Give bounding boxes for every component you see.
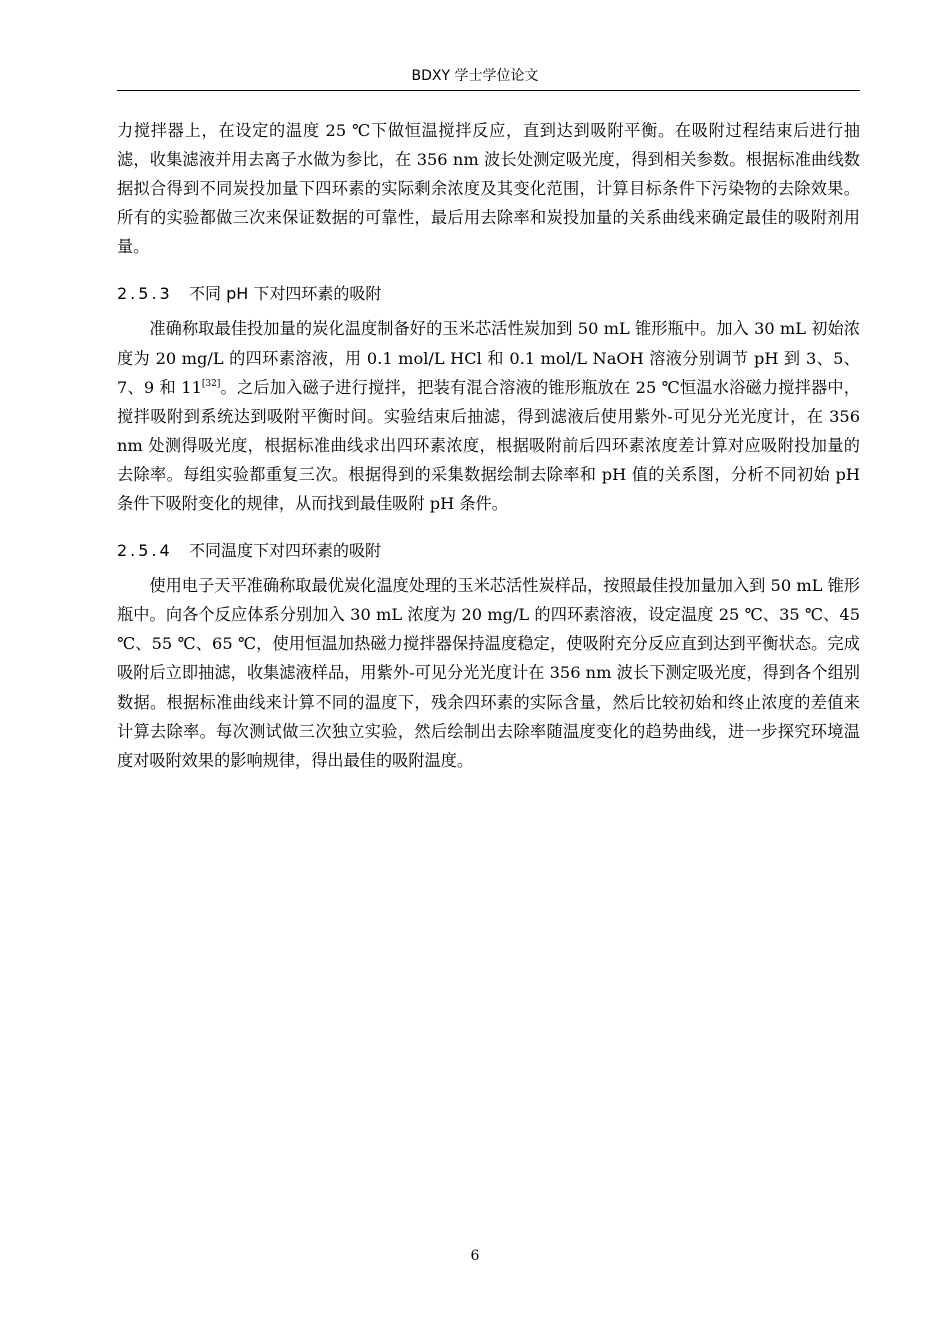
section-number: 2.5.3 xyxy=(117,284,173,304)
header-rule xyxy=(117,90,860,91)
section-title: 不同温度下对四环素的吸附 xyxy=(189,541,382,561)
paragraph-text: 准确称取最佳投加量的炭化温度制备好的玉米芯活性炭加到 50 mL 锥形瓶中。加入 30 mL 初始浓度为 20 mg/L 的四环素溶液，用 0.1 mol/L HCl 和 0.1 mol/L NaOH 溶液分别调节 pH 到 3、5、7、9 和 11 xyxy=(117,319,860,397)
citation-ref: [32] xyxy=(201,378,221,389)
paragraph-temperature-method: 使用电子天平准确称取最优炭化温度处理的玉米芯活性炭样品，按照最佳投加量加入到 50 mL 锥形瓶中。向各个反应体系分别加入 30 mL 浓度为 20 mg/L 的四环素溶液，设定温度 25 ℃、35 ℃、45 ℃、55 ℃、65 ℃，使用恒温加热磁力搅拌器保持温度稳定，使吸附充分反应直到达到平衡状态。完成吸附后立即抽滤，收集滤液样品，用紫外-可见分光光度计在 356 nm 波长下测定吸光度，得到各个组别数据。根据标准曲线来计算不同的温度下，残余四环素的实际含量，然后比较初始和终止浓度的差值来计算去除率。每次测试做三次独立实验，然后绘制出去除率随温度变化的趋势曲线，进一步探究环境温度对吸附效果的影响规律，得出最佳的吸附温度。 xyxy=(117,576,860,770)
paragraph-text: 。之后加入磁子进行搅拌，把装有混合溶液的锥形瓶放在 25 ℃恒温水浴磁力搅拌器中，搅拌吸附到系统达到吸附平衡时间。实验结束后抽滤，得到滤液后使用紫外-可见分光光度计，在 356 nm 处测得吸光度，根据标准曲线求出四环素浓度，根据吸附前后四环素浓度差计算对应吸附投加量的去除率。每组实验都重复三次。根据得到的采集数据绘制去除率和 pH 值的关系图，分析不同初始 pH 条件下吸附变化的规律，从而找到最佳吸附 pH 条件。 xyxy=(117,377,860,514)
paragraph-continued: 力搅拌器上，在设定的温度 25 ℃下做恒温搅拌反应，直到达到吸附平衡。在吸附过程结束后进行抽滤，收集滤液并用去离子水做为参比，在 356 nm 波长处测定吸光度，得到相关参数。根据标准曲线数据拟合得到不同炭投加量下四环素的实际剩余浓度及其变化范围，计算目标条件下污染物的去除效果。所有的实验都做三次来保证数据的可靠性，最后用去除率和炭投加量的关系曲线来确定最佳的吸附剂用量。 xyxy=(117,121,860,257)
section-heading-2-5-4 xyxy=(117,540,860,562)
section-number: 2.5.4 xyxy=(117,541,173,561)
section-heading-2-5-3 xyxy=(117,283,860,305)
paragraph-ph-method xyxy=(117,314,860,518)
page-number: 6 xyxy=(470,1248,480,1264)
body-content xyxy=(117,116,860,775)
running-header: BDXY 学士学位论文 xyxy=(411,68,539,84)
section-title: 不同 pH 下对四环素的吸附 xyxy=(189,284,382,304)
